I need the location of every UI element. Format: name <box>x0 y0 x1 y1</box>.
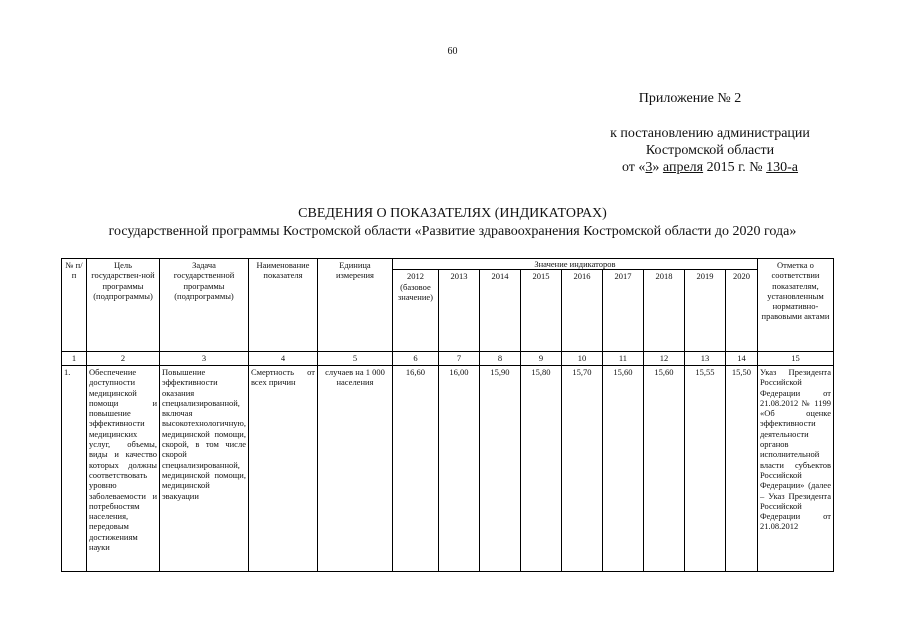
header-year: 2018 <box>643 270 684 352</box>
header-year: 2014 <box>479 270 520 352</box>
cell-goal: Обеспечение доступности медицинской помощи и повышение эффективности медицинских услуг, объемы, виды и качество которых должны соответствовать уровню заболеваемости и потребностям населения, передовым достижениям науки <box>87 366 160 572</box>
header-row-1 <box>62 259 834 270</box>
column-number: 13 <box>684 352 725 366</box>
date-mid1: » <box>652 160 663 175</box>
cell-num: 1. <box>62 366 87 572</box>
page-number: 60 <box>447 46 458 57</box>
cell-value: 16,60 <box>392 366 438 572</box>
header-year: 2012 (базовое значение) <box>392 270 438 352</box>
column-number: 14 <box>725 352 757 366</box>
column-number: 8 <box>479 352 520 366</box>
header-indicator: Наименование показателя <box>248 259 317 352</box>
column-number-row <box>62 352 834 366</box>
cell-value: 15,70 <box>561 366 602 572</box>
column-number: 12 <box>643 352 684 366</box>
column-number: 7 <box>438 352 479 366</box>
column-number: 1 <box>62 352 87 366</box>
cell-indicator: Смертность от всех причин <box>248 366 317 572</box>
column-number: 9 <box>520 352 561 366</box>
cell-value: 15,60 <box>602 366 643 572</box>
date-day: 3 <box>645 160 653 175</box>
header-year: 2020 <box>725 270 757 352</box>
decree-number: 130-а <box>766 160 799 175</box>
cell-value: 15,55 <box>684 366 725 572</box>
appendix-line-decree: к постановлению администрации <box>610 126 810 141</box>
header-mark: Отметка о соответствии показателям, установленным нормативно-правовыми актами <box>757 259 833 352</box>
cell-mark: Указ Президента Российской Федерации от 21.08.2012 № 1199 «Об оценке эффективности деятельности органов исполнительной власти субъектов Российской Федерации» (далее – Указ Президента Российской Федерации от 21.08.2012 <box>757 366 833 572</box>
appendix-title: Приложение № 2 <box>638 91 742 106</box>
column-number: 4 <box>248 352 317 366</box>
header-year: 2016 <box>561 270 602 352</box>
column-number: 15 <box>757 352 833 366</box>
date-month: апреля <box>662 160 704 175</box>
column-number: 6 <box>392 352 438 366</box>
table-row <box>62 366 834 572</box>
column-number: 2 <box>87 352 160 366</box>
header-num: № п/п <box>62 259 87 352</box>
header-values-group: Значение индикаторов <box>392 259 757 270</box>
column-number: 5 <box>317 352 392 366</box>
appendix-line-date <box>560 159 860 176</box>
header-goal: Цель государствен-ной программы (подпрограммы) <box>87 259 160 352</box>
cell-value: 16,00 <box>438 366 479 572</box>
cell-value: 15,90 <box>479 366 520 572</box>
column-number: 10 <box>561 352 602 366</box>
cell-value: 15,80 <box>520 366 561 572</box>
cell-value: 15,50 <box>725 366 757 572</box>
document-subtitle: государственной программы Костромской области «Развитие здравоохранения Костромской области до 2020 года» <box>108 224 797 239</box>
header-unit: Единица измерения <box>317 259 392 352</box>
date-prefix: от « <box>621 160 646 175</box>
date-mid2: 2015 г. № <box>703 160 767 175</box>
column-number: 3 <box>160 352 249 366</box>
appendix-line-region: Костромской области <box>645 143 775 158</box>
header-task: Задача государственной программы (подпрограммы) <box>160 259 249 352</box>
header-year: 2013 <box>438 270 479 352</box>
column-number: 11 <box>602 352 643 366</box>
header-year: 2017 <box>602 270 643 352</box>
header-year: 2019 <box>684 270 725 352</box>
indicators-table <box>61 258 834 572</box>
cell-unit: случаев на 1 000 населения <box>317 366 392 572</box>
cell-value: 15,60 <box>643 366 684 572</box>
header-year: 2015 <box>520 270 561 352</box>
document-title: СВЕДЕНИЯ О ПОКАЗАТЕЛЯХ (ИНДИКАТОРАХ) <box>298 206 607 221</box>
cell-task: Повышение эффективности оказания специализированной, включая высокотехнологичную, медицинской помощи, скорой, в том числе скорой специализированной, медицинской помощи, медицинской эвакуации <box>160 366 249 572</box>
